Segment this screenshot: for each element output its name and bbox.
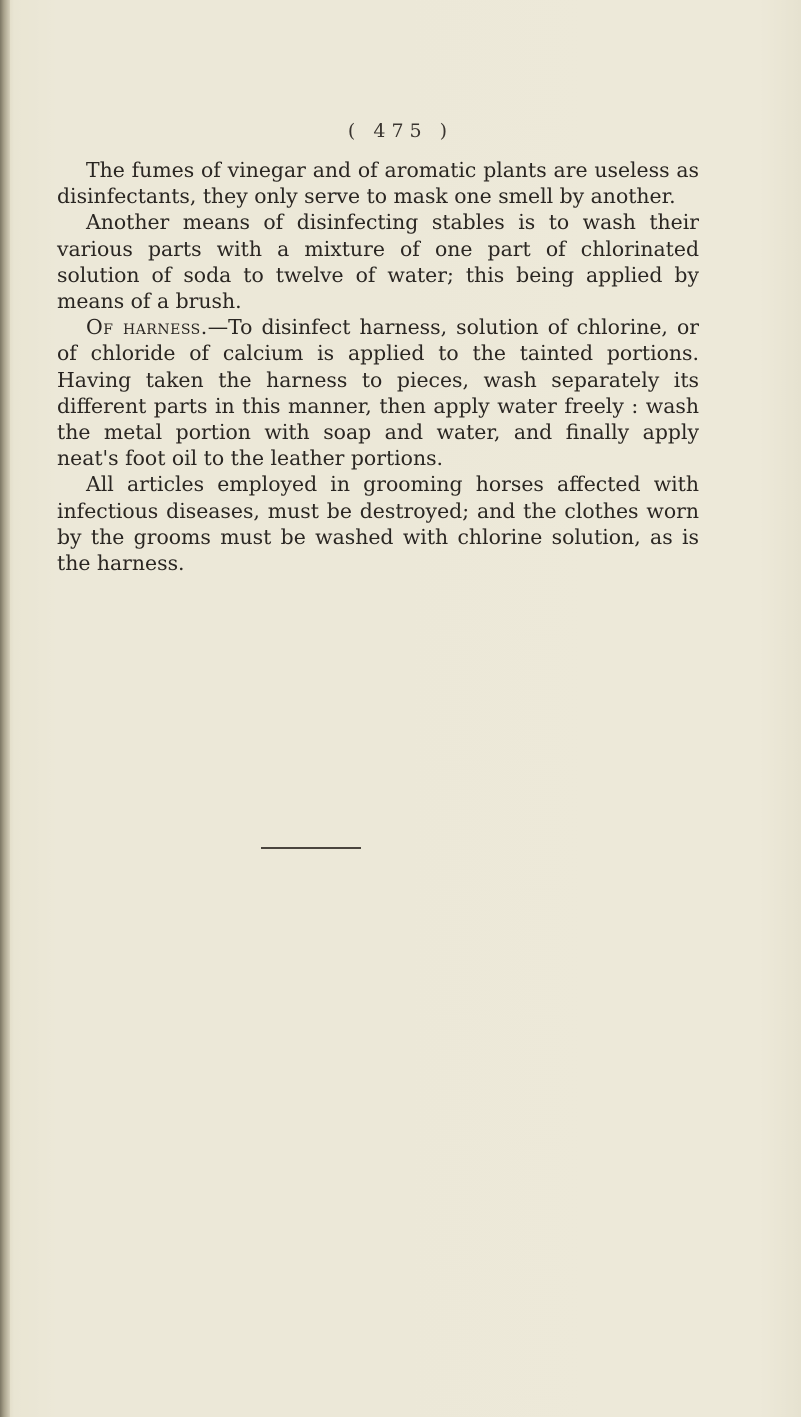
end-rule-divider <box>261 847 361 849</box>
paragraph-harness <box>57 314 699 471</box>
page-binding-edge <box>0 0 10 1417</box>
page-number: ( 475 ) <box>347 120 454 142</box>
section-heading-harness: Of harness. <box>86 315 208 340</box>
paragraph-harness-text: —To disinfect harness, solution of chlorine, or of chloride of calcium is applied to the tainted portions. Having taken the harness to pieces, wash separately its different parts in this manner, then apply water freely : wash the metal portion with soap and water, and finally apply neat's foot oil to the leather portions. <box>57 315 699 471</box>
body-text <box>57 157 699 576</box>
paragraph-vinegar-fumes: The fumes of vinegar and of aromatic plants are useless as disinfectants, they only serve to mask one smell by another. <box>57 158 699 209</box>
paragraph-grooming-articles: All articles employed in grooming horses affected with infectious diseases, must be destroyed; and the clothes worn by the grooms must be washed with chlorine solution, as is the harness. <box>57 472 699 576</box>
paragraph-disinfecting-stables: Another means of disinfecting stables is to wash their various parts with a mixture of one part of chlorinated solution of soda to twelve of water; this being applied by means of a brush. <box>57 210 699 314</box>
